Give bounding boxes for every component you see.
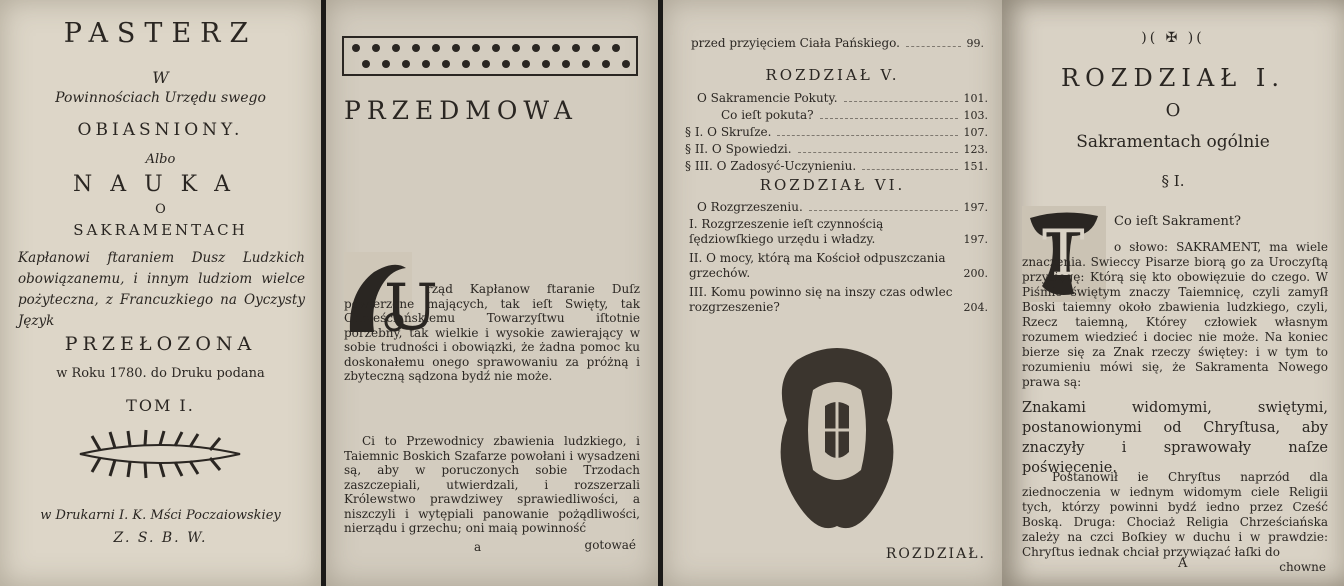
- toc-entry: § III. O Zadosyć-Uczynieniu. 151.: [685, 159, 988, 173]
- toc-entry: § II. O Spowiedzi. 123.: [685, 142, 988, 156]
- chapter-paragraph-1: o słowo: SAKRAMENT, ma wiele znaczenia. Swieccy Pisarze biorą go za Uroczyſtą przysięgę: Którą się kto obowięzuie do czego. W Piśmie świętym znaczy Taiemnicę, czyli zamyſł Boski taiemny około zbawienia ludzkiego, czyli, Rzecz taiemną, Którey człowiek własnym rozumem wiedzieć i dociec nie może. Na koniec bierze się za Znak rzeczy świętey: i w tym to rozumieniu mówi się, że Sakramenta Nowego prawa są:: [1022, 240, 1328, 389]
- chapter-definition: Znakami widomymi, swiętymi, postanowionymi od Chryſtusa, aby znaczyły i sprawowały naſze poświęcenie.: [1022, 400, 1328, 476]
- chapter-section: § I.: [1161, 172, 1185, 190]
- cartouche-ornament: [767, 340, 907, 540]
- printer-line2: Z. S. B. W.: [113, 530, 208, 546]
- chapter-signature: A: [1178, 556, 1188, 571]
- laurel-ornament: [70, 428, 250, 480]
- title-w: W: [152, 68, 169, 87]
- chapter-dropcap: T: [1042, 217, 1085, 291]
- chapter-paragraph-2: Postanowił ie Chryſtus naprzód dla ziednoczenia w iednym widomym ciele Religii tych, którzy powinni bydź iedno przez Cześć Boską. Druga: Chociaż Religia Chrześciańska zależy na czci Boſkiey w duchu i w prawdzie: Chryſtus iednak chciał przywiązać łaſki do: [1022, 470, 1328, 559]
- chapter-ornament: )( ✠ )(: [1141, 30, 1205, 46]
- preface-paragraph-1: rząd Kapłanow ftaranie Duſz powierzone mających, tak ieſt Swięty, tak Chrześciańskiemu Towarzyſtwu iſtotnie porzebny, tak wielkie i wysokie zawierający w sobie trudności i obowiązki, że żadna pomoc ku doskonałemu onego sprawowaniu za próżną i zbyteczną sądzona bydź nie może.: [344, 282, 640, 383]
- title-description: Kapłanowi ftaraniem Dusz Ludzkich obowiązanemu, i innym ludziom wielce pożyteczna, z Francuzkiego na Oyczysty Język: [18, 250, 305, 329]
- chapter-o: O: [1165, 100, 1181, 121]
- book-title: PASTERZ: [63, 18, 258, 49]
- printer-line1: w Drukarni I. K. Mści Poczaiowskiey: [40, 508, 281, 523]
- title-tom: TOM I.: [126, 396, 195, 415]
- header-ornament-band: [342, 36, 638, 76]
- toc-entry: O Rozgrzeszeniu. 197.: [697, 200, 988, 214]
- preface-paragraph-2: Ci to Przewodnicy zbawienia ludzkiego, i Taiemnic Boskich Szafarze powołani i wysadzeni są, aby w poruczonych sobie Trzodach zaszczepiali, utwierdzali, i rozszerzali Królewstwo prawdziwey sprawiedliwości, a niszczyli i wytępiali panowanie pożądliwości, nierządu i grzechu; oni maią powinność: [344, 434, 641, 535]
- toc-top-line: przed przyięciem Ciała Pańskiego. 99.: [691, 36, 984, 50]
- toc-entry: I. Rozgrzeszenie ieſt czynnością ſędziowſkiego urzędu i władzy. 197.: [689, 217, 988, 246]
- toc-entry: Co ieſt pokuta? 103.: [721, 108, 988, 122]
- toc-catchword: ROZDZIAŁ.: [885, 546, 986, 562]
- title-year: w Roku 1780. do Druku podana: [56, 366, 265, 381]
- title-o: O: [155, 202, 166, 217]
- toc-page: [663, 0, 1002, 586]
- title-albo: Albo: [145, 152, 176, 167]
- title-obiasniony: OBIASNIONY.: [77, 120, 244, 140]
- preface-page: [326, 0, 658, 586]
- title-line1: Powinnościach Urzędu swego: [55, 90, 266, 106]
- preface-signature-mark: a: [474, 540, 482, 554]
- preface-catchword: gotowaé: [584, 538, 636, 552]
- toc-chapter-5-list: [685, 90, 988, 175]
- toc-entry: § I. O Skruſze. 107.: [685, 125, 988, 139]
- toc-chapter-6-list: [689, 200, 988, 315]
- toc-entry: II. O mocy, którą ma Kościoł odpuszczania grzechów. 200.: [689, 251, 988, 280]
- chapter-heading: ROZDZIAŁ I.: [1061, 64, 1285, 92]
- toc-chapter-6: ROZDZIAŁ VI.: [759, 176, 906, 194]
- chapter-catchword: chowne: [1279, 560, 1326, 574]
- preface-dropcap: U: [384, 271, 438, 345]
- toc-entry: O Sakramencie Pokuty. 101.: [697, 91, 988, 105]
- toc-chapter-5: ROZDZIAŁ V.: [765, 66, 900, 84]
- chapter-question: Co ieſt Sakrament?: [1114, 214, 1242, 229]
- toc-entry: III. Komu powinno się na inszy czas odwlec rozgrzeszenie? 204.: [689, 285, 988, 314]
- title-sakramentach: SAKRAMENTACH: [73, 221, 248, 239]
- title-nauka: NAUKA: [72, 172, 249, 197]
- chapter-page: [1002, 0, 1344, 586]
- title-przelozona: PRZEŁOZONA: [64, 333, 257, 355]
- chapter-subject: Sakramentach ogólnie: [1076, 132, 1270, 152]
- title-page: [0, 0, 321, 586]
- preface-heading: PRZEDMOWA: [344, 96, 578, 125]
